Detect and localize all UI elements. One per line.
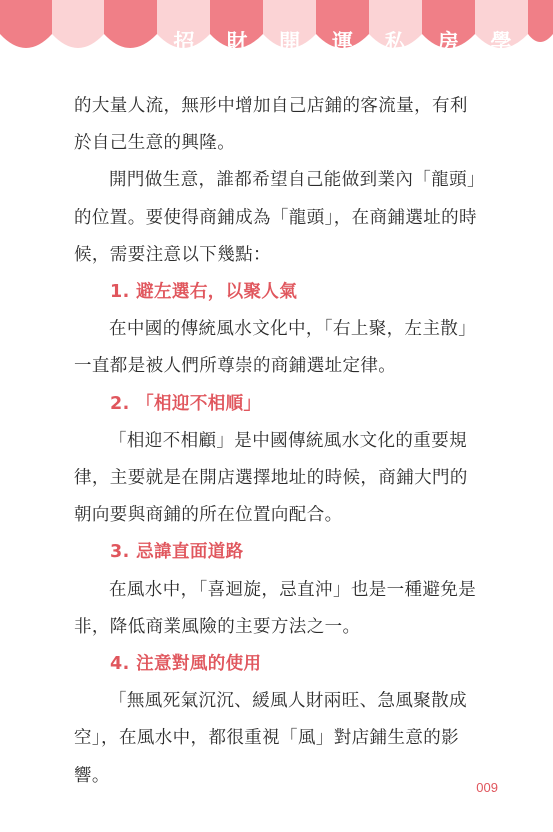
title-char: 學: [490, 29, 512, 54]
paragraph: 「無風死氣沉沉、緩風人財兩旺、急風聚散成空」，在風水中，都很重視「風」對店鋪生意的影響。: [74, 691, 467, 786]
book-title: [160, 25, 553, 57]
paragraph: 在風水中，「喜迴旋，忌直沖」也是一種避免是非，降低商業風險的主要方法之一。: [74, 579, 477, 637]
title-char: 私: [384, 29, 406, 54]
title-char: 房: [437, 29, 459, 54]
page-number: 009: [476, 780, 498, 795]
section-heading: 3. 忌諱直面道路: [110, 542, 244, 563]
title-char: 招: [173, 29, 195, 54]
paragraph: 開門做生意，誰都希望自己能做到業內「龍頭」的位置。要使得商鋪成為「龍頭」，在商鋪選址的時候，需要注意以下幾點：: [74, 170, 477, 265]
page-body: [74, 88, 484, 795]
paragraph: 「相迎不相顧」是中國傳統風水文化的重要規律，主要就是在開店選擇地址的時候，商鋪大門的朝向要與商鋪的所在位置向配合。: [74, 430, 468, 526]
awning-header: [0, 0, 553, 62]
section-heading: 1. 避左選右，以聚人氣: [110, 282, 298, 303]
section-heading: 4. 注意對風的使用: [110, 654, 262, 675]
section-heading: 2. 「相迎不相順」: [110, 393, 262, 414]
paragraph: 在中國的傳統風水文化中，「右上聚，左主散」一直都是被人們所尊崇的商鋪選址定律。: [74, 319, 477, 377]
paragraph: 的大量人流，無形中增加自己店鋪的客流量，有利於自己生意的興隆。: [74, 96, 468, 154]
title-char: 運: [331, 29, 353, 54]
title-char: 開: [279, 29, 301, 54]
title-char: 財: [226, 29, 248, 54]
